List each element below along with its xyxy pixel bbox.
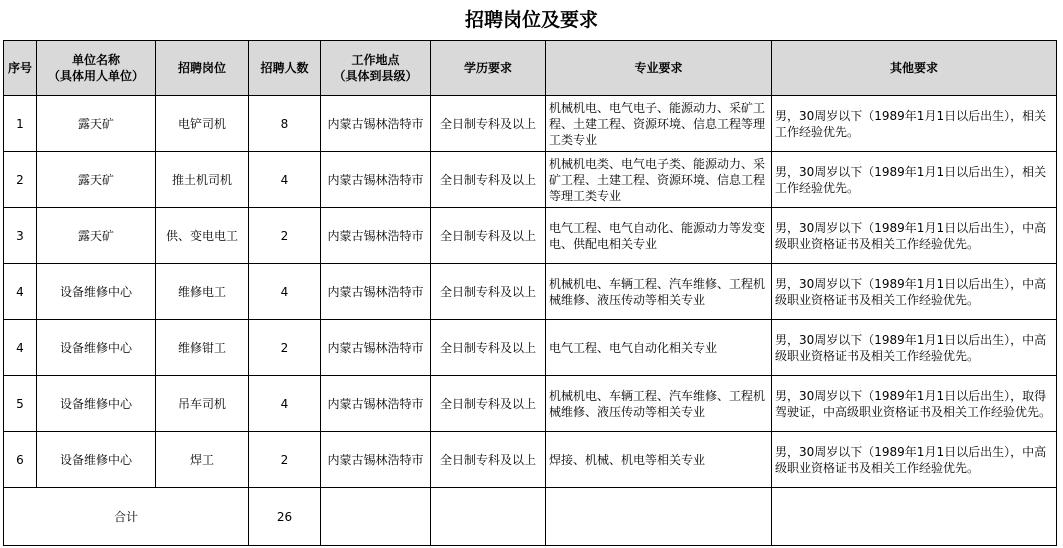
cell-education: 全日制专科及以上 bbox=[431, 432, 546, 488]
cell-seq: 1 bbox=[4, 96, 37, 152]
cell-seq: 4 bbox=[4, 320, 37, 376]
header-other: 其他要求 bbox=[772, 41, 1057, 96]
header-row bbox=[4, 41, 1057, 96]
cell-position: 维修钳工 bbox=[156, 320, 249, 376]
cell-count: 2 bbox=[249, 432, 321, 488]
cell-unit: 露天矿 bbox=[37, 96, 156, 152]
header-location-line2: （具体到县级） bbox=[333, 69, 418, 83]
cell-unit: 露天矿 bbox=[37, 152, 156, 208]
total-count: 26 bbox=[249, 488, 321, 546]
cell-count: 4 bbox=[249, 152, 321, 208]
header-education: 学历要求 bbox=[431, 41, 546, 96]
cell-position: 维修电工 bbox=[156, 264, 249, 320]
header-unit bbox=[37, 41, 156, 96]
table-row bbox=[4, 264, 1057, 320]
empty-cell bbox=[546, 488, 772, 546]
page-title: 招聘岗位及要求 bbox=[464, 9, 598, 31]
cell-location: 内蒙古锡林浩特市 bbox=[321, 152, 431, 208]
cell-other: 男，30周岁以下（1989年1月1日以后出生），取得驾驶证，中高级职业资格证书及相关工作经验优先。 bbox=[772, 376, 1057, 432]
cell-unit: 设备维修中心 bbox=[37, 264, 156, 320]
cell-other: 男，30周岁以下（1989年1月1日以后出生），中高级职业资格证书及相关工作经验优先。 bbox=[772, 320, 1057, 376]
total-label: 合计 bbox=[4, 488, 249, 546]
table-row bbox=[4, 152, 1057, 208]
cell-location: 内蒙古锡林浩特市 bbox=[321, 376, 431, 432]
header-position: 招聘岗位 bbox=[156, 41, 249, 96]
cell-major: 机械机电、电气电子、能源动力、采矿工程、土建工程、资源环境、信息工程等理工类专业 bbox=[546, 96, 772, 152]
cell-count: 2 bbox=[249, 208, 321, 264]
cell-other: 男，30周岁以下（1989年1月1日以后出生），中高级职业资格证书及相关工作经验优先。 bbox=[772, 208, 1057, 264]
cell-major: 机械机电类、电气电子类、能源动力、采矿工程、土建工程、资源环境、信息工程等理工类专业 bbox=[546, 152, 772, 208]
cell-position: 吊车司机 bbox=[156, 376, 249, 432]
cell-other: 男，30周岁以下（1989年1月1日以后出生），相关工作经验优先。 bbox=[772, 152, 1057, 208]
cell-seq: 3 bbox=[4, 208, 37, 264]
cell-unit: 设备维修中心 bbox=[37, 320, 156, 376]
cell-other: 男，30周岁以下（1989年1月1日以后出生），中高级职业资格证书及相关工作经验优先。 bbox=[772, 264, 1057, 320]
cell-seq: 4 bbox=[4, 264, 37, 320]
header-count: 招聘人数 bbox=[249, 41, 321, 96]
cell-count: 2 bbox=[249, 320, 321, 376]
cell-unit: 设备维修中心 bbox=[37, 432, 156, 488]
cell-major: 焊接、机械、机电等相关专业 bbox=[546, 432, 772, 488]
cell-position: 电铲司机 bbox=[156, 96, 249, 152]
cell-location: 内蒙古锡林浩特市 bbox=[321, 320, 431, 376]
cell-major: 机械机电、车辆工程、汽车维修、工程机械维修、液压传动等相关专业 bbox=[546, 376, 772, 432]
cell-education: 全日制专科及以上 bbox=[431, 264, 546, 320]
header-unit-line1: 单位名称 bbox=[71, 53, 120, 67]
cell-position: 推土机司机 bbox=[156, 152, 249, 208]
cell-major: 机械机电、车辆工程、汽车维修、工程机械维修、液压传动等相关专业 bbox=[546, 264, 772, 320]
cell-education: 全日制专科及以上 bbox=[431, 152, 546, 208]
cell-education: 全日制专科及以上 bbox=[431, 320, 546, 376]
table-row bbox=[4, 96, 1057, 152]
cell-major: 电气工程、电气自动化相关专业 bbox=[546, 320, 772, 376]
empty-cell bbox=[431, 488, 546, 546]
cell-seq: 5 bbox=[4, 376, 37, 432]
cell-other: 男，30周岁以下（1989年1月1日以后出生），中高级职业资格证书及相关工作经验优先。 bbox=[772, 432, 1057, 488]
cell-location: 内蒙古锡林浩特市 bbox=[321, 96, 431, 152]
empty-cell bbox=[772, 488, 1057, 546]
table-row bbox=[4, 432, 1057, 488]
cell-unit: 露天矿 bbox=[37, 208, 156, 264]
header-seq: 序号 bbox=[4, 41, 37, 96]
cell-location: 内蒙古锡林浩特市 bbox=[321, 432, 431, 488]
header-location-line1: 工作地点 bbox=[351, 53, 400, 67]
cell-seq: 6 bbox=[4, 432, 37, 488]
cell-major: 电气工程、电气自动化、能源动力等发变电、供配电相关专业 bbox=[546, 208, 772, 264]
cell-position: 供、变电电工 bbox=[156, 208, 249, 264]
cell-other: 男，30周岁以下（1989年1月1日以后出生），相关工作经验优先。 bbox=[772, 96, 1057, 152]
table-row bbox=[4, 208, 1057, 264]
cell-education: 全日制专科及以上 bbox=[431, 208, 546, 264]
recruitment-table bbox=[3, 40, 1057, 546]
table-row bbox=[4, 376, 1057, 432]
cell-seq: 2 bbox=[4, 152, 37, 208]
cell-location: 内蒙古锡林浩特市 bbox=[321, 264, 431, 320]
cell-location: 内蒙古锡林浩特市 bbox=[321, 208, 431, 264]
cell-position: 焊工 bbox=[156, 432, 249, 488]
cell-count: 8 bbox=[249, 96, 321, 152]
header-major: 专业要求 bbox=[546, 41, 772, 96]
cell-education: 全日制专科及以上 bbox=[431, 376, 546, 432]
total-row bbox=[4, 488, 1057, 546]
header-location bbox=[321, 41, 431, 96]
header-unit-line2: （具体用人单位） bbox=[47, 69, 144, 83]
empty-cell bbox=[321, 488, 431, 546]
table-row bbox=[4, 320, 1057, 376]
cell-count: 4 bbox=[249, 264, 321, 320]
cell-count: 4 bbox=[249, 376, 321, 432]
cell-unit: 设备维修中心 bbox=[37, 376, 156, 432]
cell-education: 全日制专科及以上 bbox=[431, 96, 546, 152]
